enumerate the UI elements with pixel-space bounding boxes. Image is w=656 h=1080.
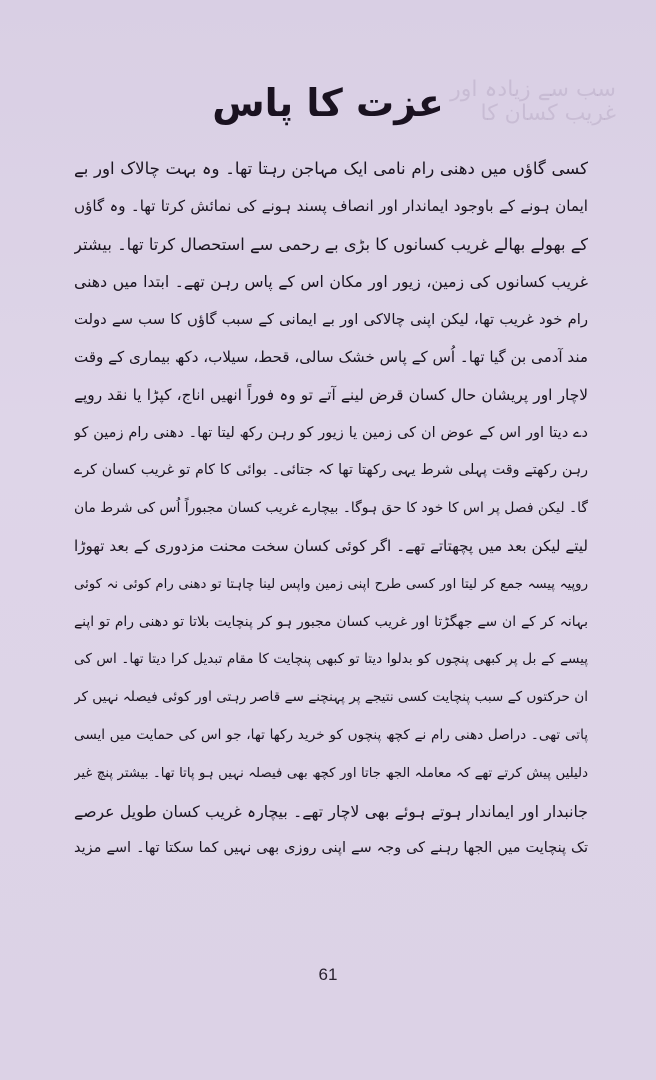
chapter-title: عزت کا پاس — [212, 81, 444, 125]
text-line: مند آدمی بن گیا تھا۔ اُس کے پاس خشک سالی، قحط، سیلاب، دکھ بیماری کے وقت — [74, 347, 588, 366]
text-line: تک پنچایت میں الجھا رہنے کی وجہ سے اپنی روزی بھی نہیں کما سکتا تھا۔ اسے مزید — [74, 840, 588, 857]
page-number: 61 — [318, 965, 338, 984]
text-line: لاچار اور پریشان حال کسان قرض لینے آتے تو وہ فوراً انھیں اناج، کپڑا یا نقد روپے — [74, 385, 588, 404]
text-line: رام خود غریب تھا، لیکن اپنی چالاکی اور بے ایمانی کے سبب گاؤں کا سب سے دولت — [74, 311, 588, 329]
text-line: کسی گاؤں میں دھنی رام نامی ایک مہاجن رہتا تھا۔ وہ بہت چالاک اور بے — [74, 159, 588, 178]
text-line: رہن رکھتے وقت پہلی شرط یہی رکھتا تھا کہ جتائی۔ بوائی کا کام تو غریب کسان کرے — [74, 462, 588, 479]
text-line: گا۔ لیکن فصل پر اس کا خود کا حق ہوگا۔ بیچارے غریب کسان مجبوراً اُس کی شرط مان — [74, 500, 588, 517]
text-line: دلیلیں پیش کرتے تھے کہ معاملہ الجھ جاتا اور کچھ بھی فیصلہ نہیں ہو پاتا تھا۔ بیشتر پنچ غیر — [74, 765, 588, 781]
text-line: کے بھولے بھالے غریب کسانوں کا بڑی بے رحمی سے استحصال کرتا تھا۔ بیشتر — [74, 234, 588, 254]
text-line: جانبدار اور ایماندار ہوتے ہوئے بھی لاچار تھے۔ بیچارہ غریب کسان طویل عرصے — [74, 801, 588, 821]
text-line: پیسے کے بل پر کبھی پنچوں کو بدلوا دیتا تو کبھی پنچایت کا مقام تبدیل کرا دیتا تھا۔ اس کی — [74, 651, 588, 668]
body-paragraph — [74, 150, 588, 868]
text-line: لیتے لیکن بعد میں پچھتاتے تھے۔ اگر کوئی کسان سخت محنت مزدوری کے بعد تھوڑا — [74, 536, 588, 555]
text-line: پاتی تھی۔ دراصل دھنی رام نے کچھ پنچوں کو خرید رکھا تھا، جو اس کی حمایت میں ایسی — [74, 726, 588, 743]
text-line: غریب کسانوں کی زمین، زیور اور مکان اس کے پاس رہن تھے۔ ابتدا میں دھنی — [74, 272, 588, 292]
text-line: روپیہ پیسہ جمع کر لیتا اور کسی طرح اپنی زمین واپس لینا چاہتا تو دھنی رام کوئی نہ کوئی — [74, 576, 588, 592]
bleed-through-text: سب سے زیادہ اور غریب کسان کا — [450, 78, 616, 126]
text-line: ایمان ہونے کے باوجود ایماندار اور انصاف پسند ہونے کی نمائش کرتا تھا۔ وہ گاؤں — [74, 196, 588, 215]
text-line: دے دیتا اور اس کے عوض ان کی زمین یا زیور کو رہن رکھ لیتا تھا۔ دھنی رام زمین کو — [74, 424, 588, 441]
text-line: بہانہ کر کے ان سے جھگڑتا اور غریب کسان مجبور ہو کر پنچایت بلاتا تو دھنی رام تو اپنے — [74, 613, 588, 630]
text-line: ان حرکتوں کے سبب پنچایت کسی نتیجے پر پہنچنے سے قاصر رہتی اور کوئی فیصلہ نہیں کر — [74, 689, 588, 706]
